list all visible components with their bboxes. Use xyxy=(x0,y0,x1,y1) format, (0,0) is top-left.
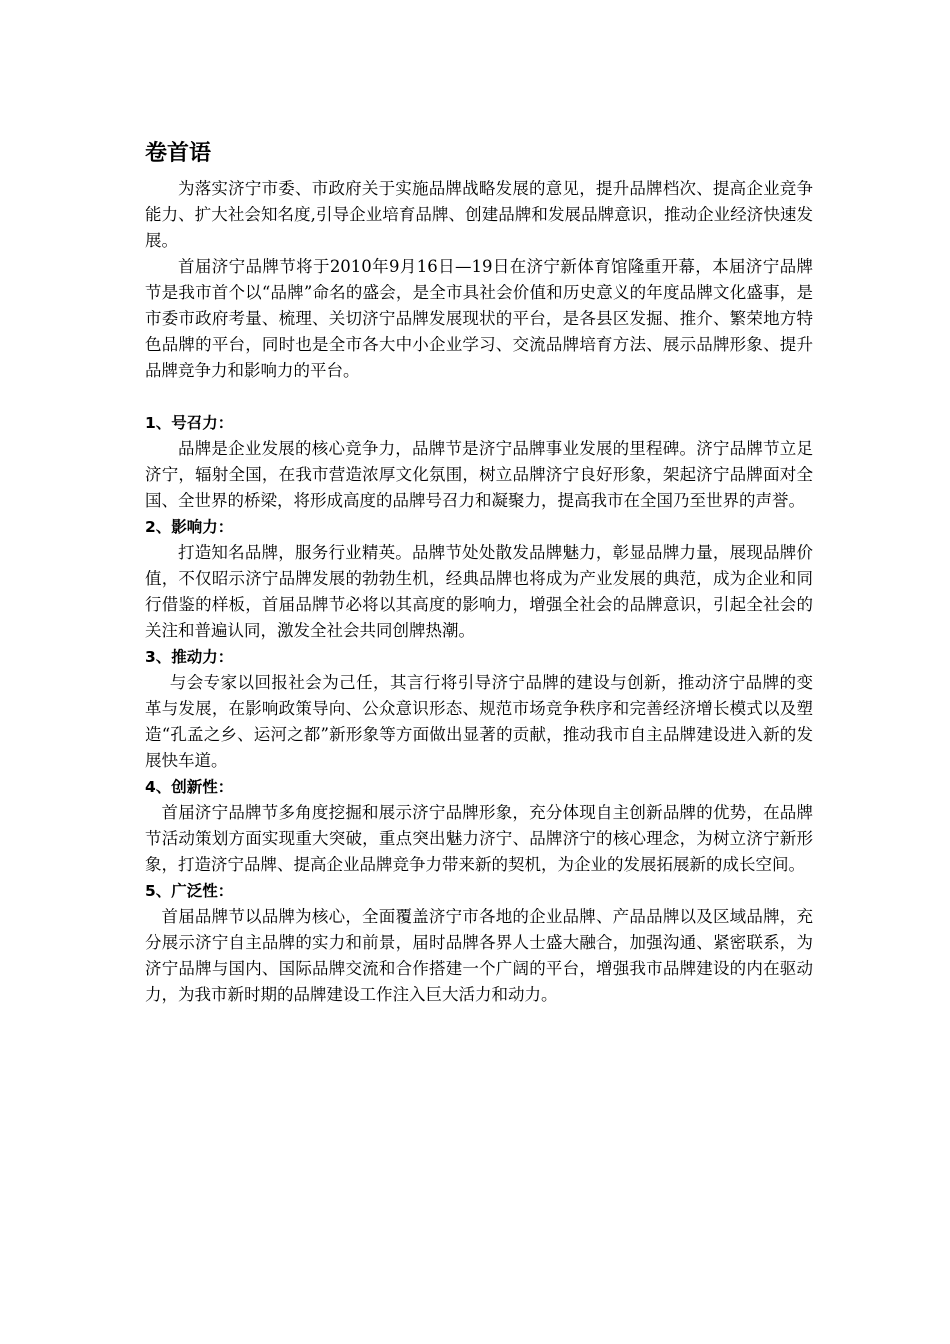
document-page xyxy=(145,140,813,1008)
section-1 xyxy=(145,410,813,514)
section-body-1: 品牌是企业发展的核心竞争力，品牌节是济宁品牌事业发展的里程碑。济宁品牌节立足济宁，辐射全国，在我市营造浓厚文化氛围，树立品牌济宁良好形象，架起济宁品牌面对全国、全世界的桥梁，将形成高度的品牌号召力和凝聚力，提高我市在全国乃至世界的声誉。 xyxy=(145,439,813,510)
section-heading-5: 5、广泛性： xyxy=(145,882,234,900)
section-heading-2: 2、影响力： xyxy=(145,518,234,536)
section-heading-4: 4、创新性： xyxy=(145,778,234,796)
section-body-3: 与会专家以回报社会为己任，其言行将引导济宁品牌的建设与创新，推动济宁品牌的变革与发展，在影响政策导向、公众意识形态、规范市场竞争秩序和完善经济增长模式以及塑造“孔孟之乡、运河之都”新形象等方面做出显著的贡献，推动我市自主品牌建设进入新的发展快车道。 xyxy=(145,673,813,770)
intro-paragraph-2: 首届济宁品牌节将于2010年9月16日—19日在济宁新体育馆隆重开幕，本届济宁品牌节是我市首个以“品牌”命名的盛会，是全市具社会价值和历史意义的年度品牌文化盛事，是市委市政府考量、梳理、关切济宁品牌发展现状的平台，是各县区发掘、推介、繁荣地方特色品牌的平台，同时也是全市各大中小企业学习、交流品牌培育方法、展示品牌形象、提升品牌竞争力和影响力的平台。 xyxy=(145,257,813,380)
section-body-4: 首届济宁品牌节多角度挖掘和展示济宁品牌形象，充分体现自主创新品牌的优势，在品牌节活动策划方面实现重大突破，重点突出魅力济宁、品牌济宁的核心理念，为树立济宁新形象，打造济宁品牌、提高企业品牌竞争力带来新的契机，为企业的发展拓展新的成长空间。 xyxy=(145,803,813,874)
section-2 xyxy=(145,514,813,644)
intro-paragraph-1: 为落实济宁市委、市政府关于实施品牌战略发展的意见，提升品牌档次、提高企业竞争能力、扩大社会知名度,引导企业培育品牌、创建品牌和发展品牌意识，推动企业经济快速发展。 xyxy=(145,179,813,250)
section-4 xyxy=(145,774,813,878)
section-5 xyxy=(145,878,813,1008)
section-heading-3: 3、推动力： xyxy=(145,648,234,666)
section-heading-1: 1、号召力： xyxy=(145,414,234,432)
section-body-5: 首届品牌节以品牌为核心，全面覆盖济宁市各地的企业品牌、产品品牌以及区域品牌，充分展示济宁自主品牌的实力和前景，届时品牌各界人士盛大融合，加强沟通、紧密联系，为济宁品牌与国内、国际品牌交流和合作搭建一个广阔的平台，增强我市品牌建设的内在驱动力，为我市新时期的品牌建设工作注入巨大活力和动力。 xyxy=(145,907,813,1004)
spacer xyxy=(145,384,813,410)
document-title: 卷首语 xyxy=(145,141,212,166)
section-body-2: 打造知名品牌，服务行业精英。品牌节处处散发品牌魅力，彰显品牌力量，展现品牌价值，不仅昭示济宁品牌发展的勃勃生机，经典品牌也将成为产业发展的典范，成为企业和同行借鉴的样板，首届品牌节必将以其高度的影响力，增强全社会的品牌意识，引起全社会的关注和普遍认同，激发全社会共同创牌热潮。 xyxy=(145,543,813,640)
section-3 xyxy=(145,644,813,774)
